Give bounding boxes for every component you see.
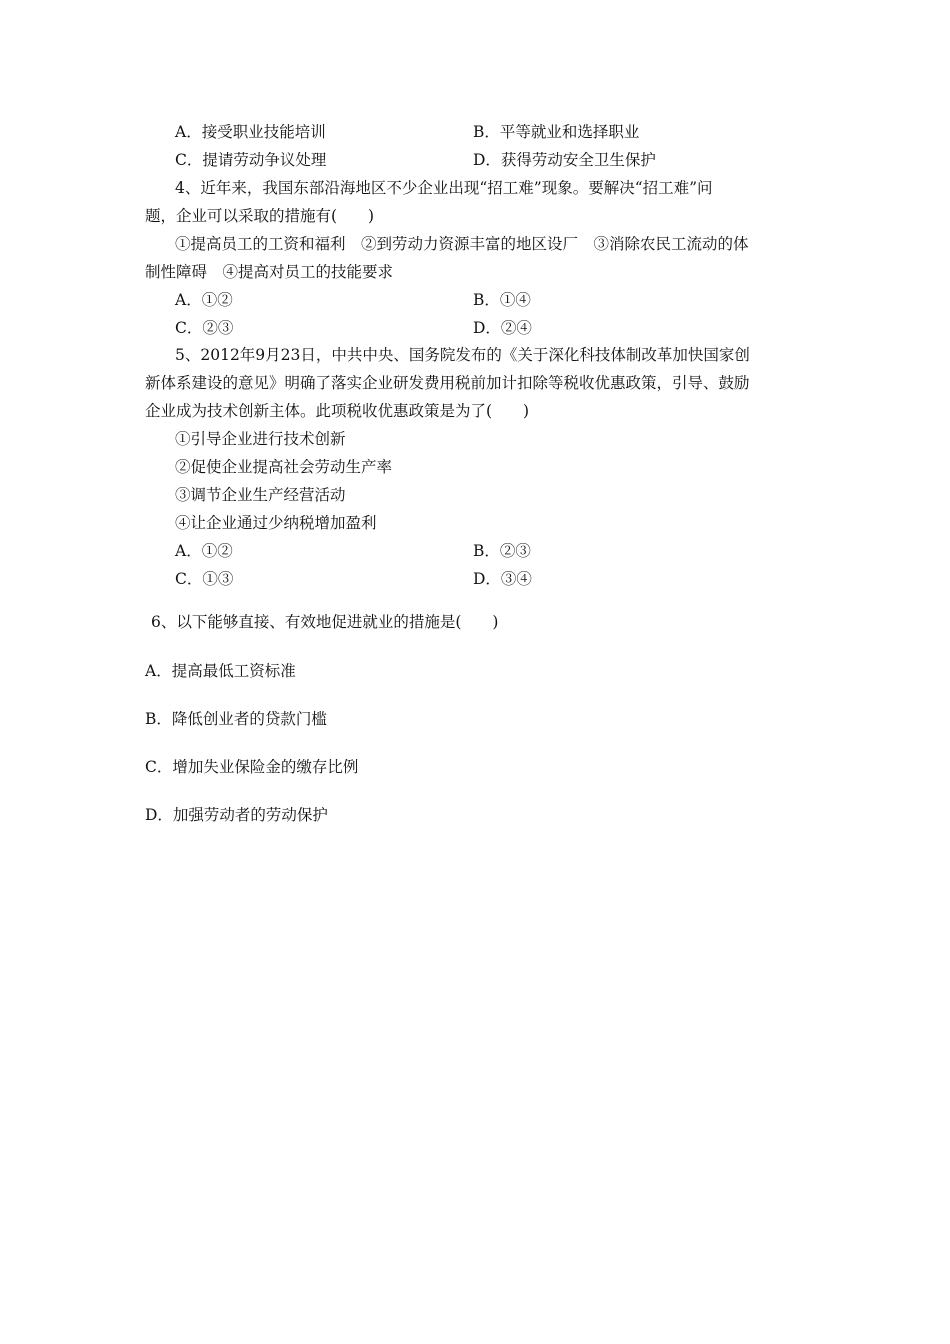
q6-stem: 6、以下能够直接、有效地促进就业的措施是( ) xyxy=(151,613,499,631)
q3-option-c: C．提请劳动争议处理 xyxy=(175,151,327,169)
q5-option-b: B．②③ xyxy=(473,542,531,560)
q6-option-d: D．加强劳动者的劳动保护 xyxy=(145,806,328,824)
q6-option-a: A．提高最低工资标准 xyxy=(145,662,296,680)
q3-option-a: A．接受职业技能培训 xyxy=(175,123,326,141)
q6-option-b: B．降低创业者的贷款门槛 xyxy=(145,710,327,728)
q5-option-a: A．①② xyxy=(175,542,233,560)
q5-stem-line3: 企业成为技术创新主体。此项税收优惠政策是为了( ) xyxy=(145,402,530,420)
q5-option-d: D．③④ xyxy=(473,570,532,588)
q5-stem-line1: 5、2012年9月23日，中共中央、国务院发布的《关于深化科技体制改革加快国家创 xyxy=(175,346,750,364)
q4-option-d: D．②④ xyxy=(473,319,532,337)
q3-option-b: B．平等就业和选择职业 xyxy=(473,123,640,141)
q5-item-3: ③调节企业生产经营活动 xyxy=(175,486,346,504)
q6-option-c: C．增加失业保险金的缴存比例 xyxy=(145,758,359,776)
q3-option-d: D．获得劳动安全卫生保护 xyxy=(473,151,656,169)
q5-item-1: ①引导企业进行技术创新 xyxy=(175,430,346,448)
q5-item-2: ②促使企业提高社会劳动生产率 xyxy=(175,458,393,476)
q4-option-c: C．②③ xyxy=(175,319,234,337)
q4-option-a: A．①② xyxy=(175,291,233,309)
q5-stem-line2: 新体系建设的意见》明确了落实企业研发费用税前加计扣除等税收优惠政策，引导、鼓励 xyxy=(145,374,750,392)
q5-item-4: ④让企业通过少纳税增加盈利 xyxy=(175,514,377,532)
q4-option-b: B．①④ xyxy=(473,291,531,309)
q4-stem-line1: 4、近年来，我国东部沿海地区不少企业出现“招工难”现象。要解决“招工难”问 xyxy=(175,179,713,197)
q4-items-line1: ①提高员工的工资和福利 ②到劳动力资源丰富的地区设厂 ③消除农民工流动的体 xyxy=(175,235,749,253)
q4-items-line2: 制性障碍 ④提高对员工的技能要求 xyxy=(145,263,394,281)
q5-option-c: C．①③ xyxy=(175,570,234,588)
q4-stem-line2: 题，企业可以采取的措施有( ) xyxy=(145,207,375,225)
